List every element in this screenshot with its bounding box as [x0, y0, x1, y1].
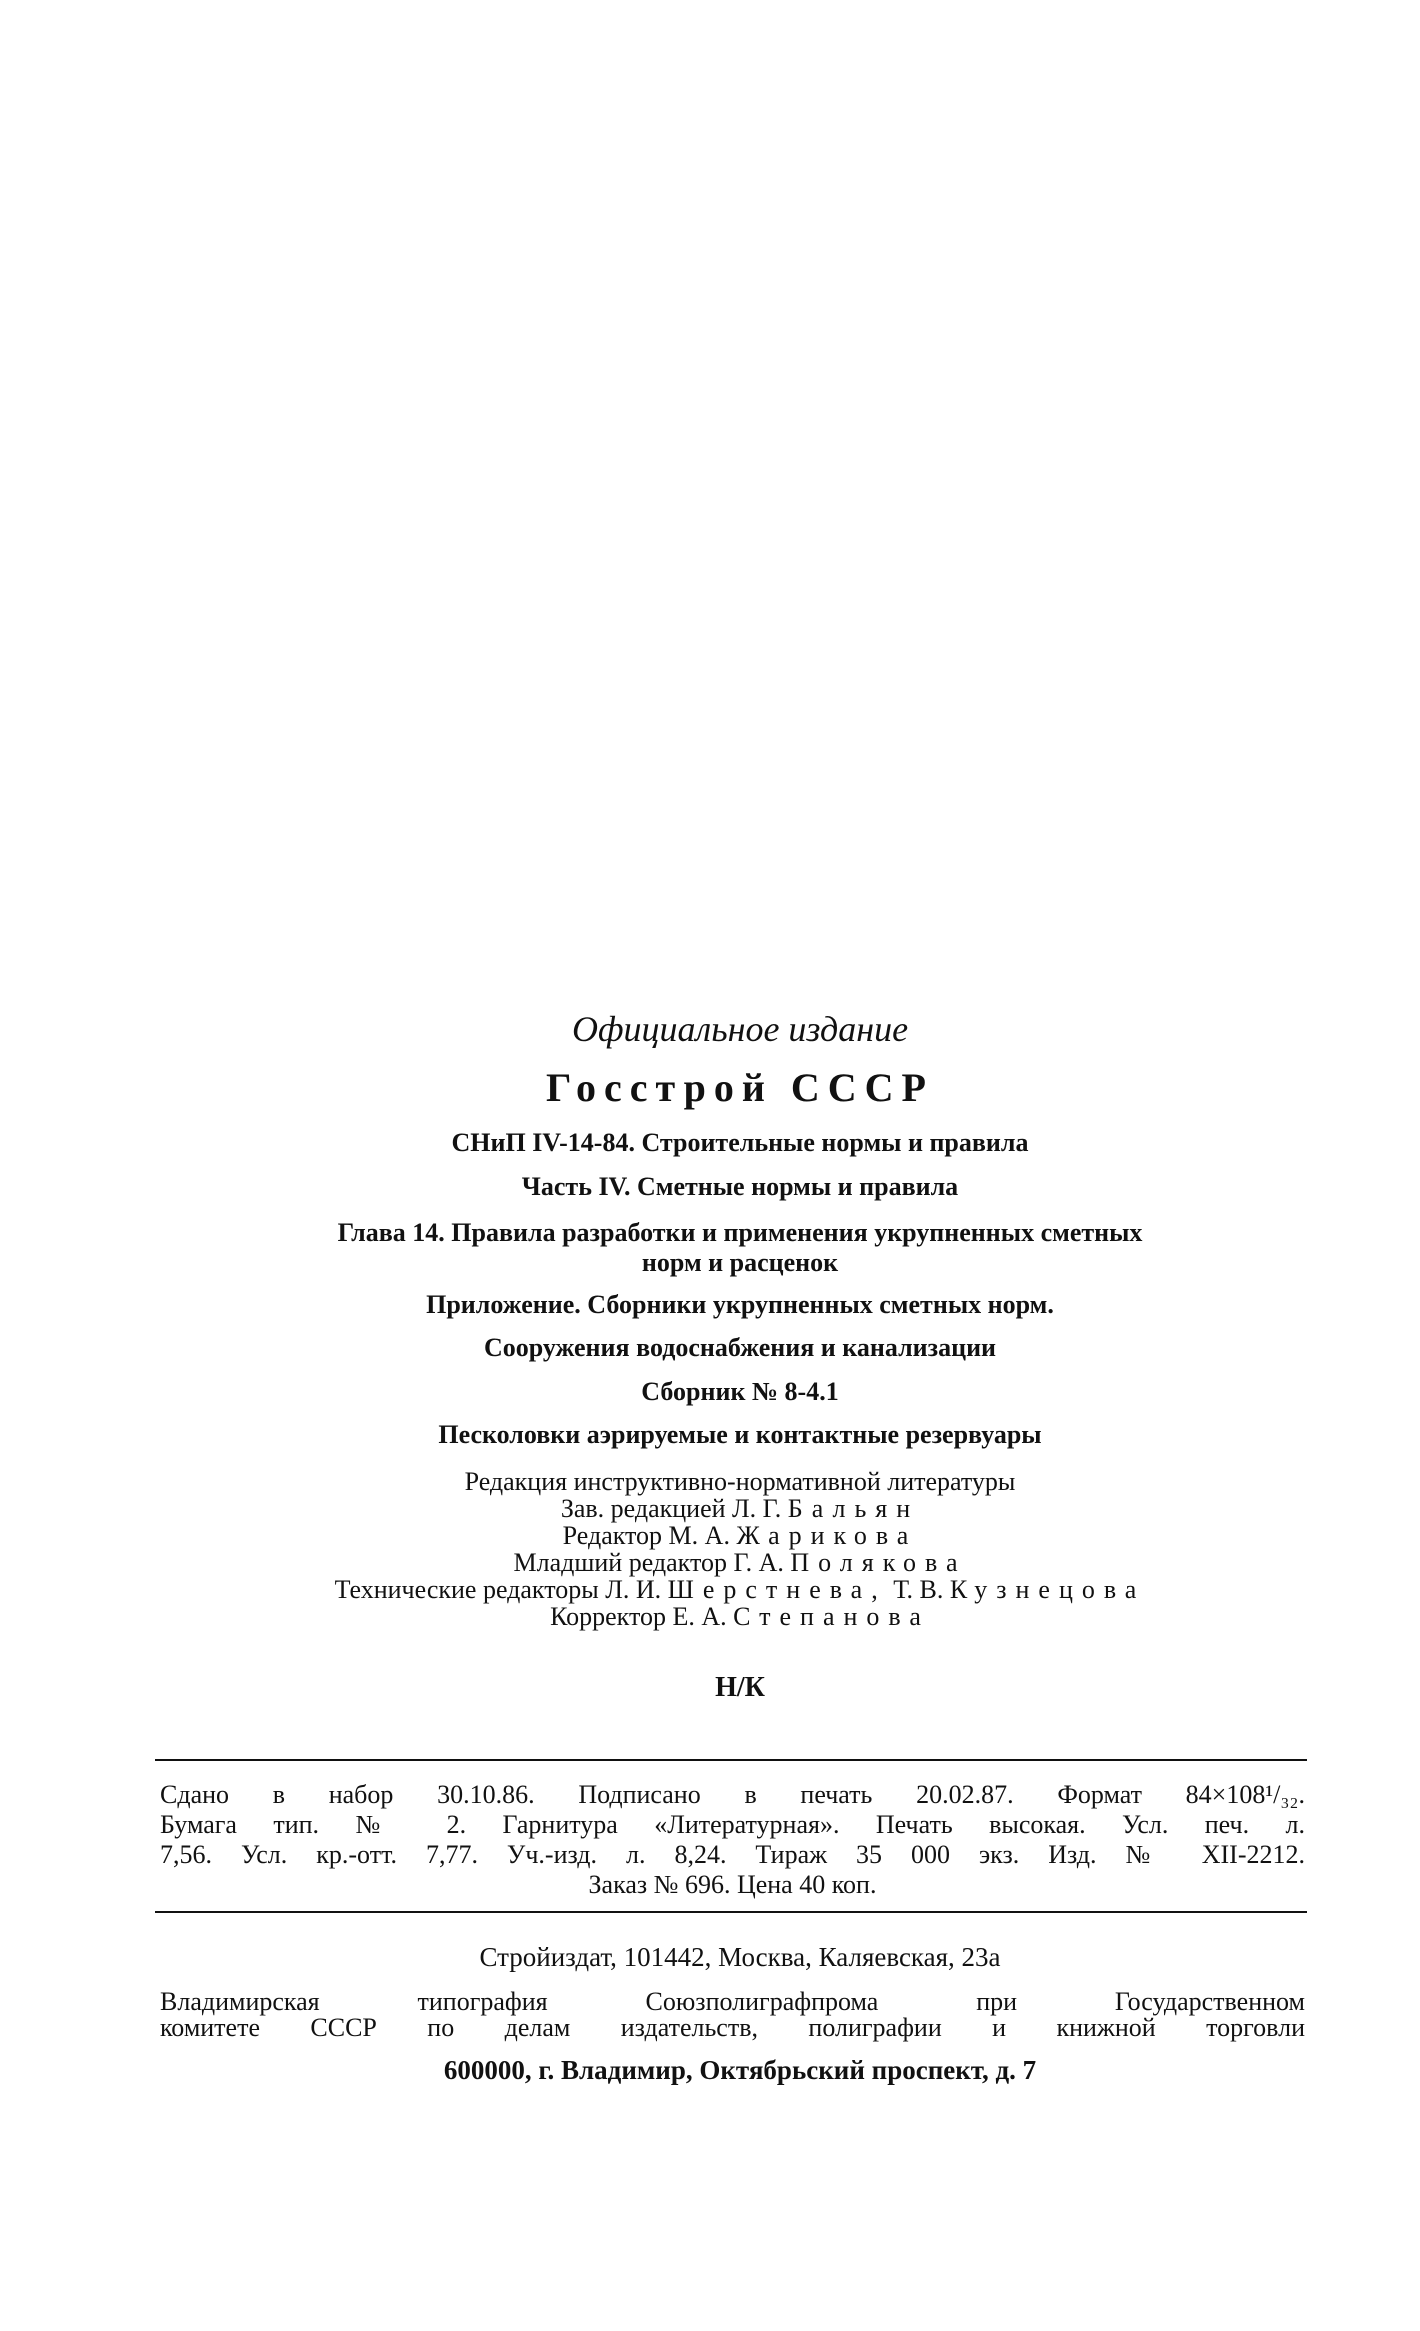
part-title: Часть IV. Сметные нормы и правила — [521, 1172, 959, 1201]
collection-number: Сборник № 8-4.1 — [641, 1377, 839, 1406]
chapter-title — [150, 1218, 1330, 1278]
chapter-title-line2: норм и расценок — [641, 1248, 839, 1277]
printer-address: 600000, г. Владимир, Октябрьский проспект, д. 7 — [443, 2055, 1037, 2085]
collection-subject: Песколовки аэрируемые и контактные резервуары — [438, 1420, 1042, 1449]
imprint-details — [160, 1780, 1305, 1900]
official-edition-label: Официальное издание — [571, 1009, 909, 1049]
nk-mark: Н/К — [715, 1672, 765, 1703]
credits-corrector: Корректор Е. А. Степанова — [550, 1602, 930, 1631]
divider-top — [155, 1759, 1307, 1761]
appendix-title: Приложение. Сборники укрупненных сметных норм. — [426, 1290, 1054, 1319]
printer-line: комитете СССР по делам издательств, полиграфии и книжной торговли — [160, 2013, 1305, 2042]
printer-line: Владимирская типография Союзполиграфпрома при Государственном — [160, 1987, 1305, 2016]
credits-head-editor: Зав. редакцией Л. Г. Бальян — [560, 1494, 920, 1523]
chapter-title-line1: Глава 14. Правила разработки и применения укрупненных сметных — [337, 1218, 1143, 1247]
credits-editorial: Редакция инструктивно-нормативной литературы — [464, 1467, 1016, 1496]
credits-tech-editors: Технические редакторы Л. И. Шерстнева, Т. В. Кузнецова — [334, 1575, 1146, 1604]
imprint-line: Сдано в набор 30.10.86. Подписано в печать 20.02.87. Формат 84×108¹/₃₂. — [160, 1780, 1305, 1809]
credits-block — [150, 1468, 1330, 1630]
credits-junior-editor: Младший редактор Г. А. Полякова — [513, 1548, 967, 1577]
publisher-title: Госстрой СССР — [546, 1065, 934, 1110]
imprint-line: Заказ № 696. Цена 40 коп. — [588, 1870, 877, 1899]
printer-info — [160, 1989, 1305, 2041]
imprint-line: Бумага тип. № 2. Гарнитура «Литературная». Печать высокая. Усл. печ. л. — [160, 1810, 1305, 1839]
imprint-line: 7,56. Усл. кр.-отт. 7,77. Уч.-изд. л. 8,24. Тираж 35 000 экз. Изд. № XII-2212. — [160, 1840, 1305, 1869]
publisher-address: Стройиздат, 101442, Москва, Каляевская, 23а — [479, 1942, 1001, 1972]
snip-title: СНиП IV-14-84. Строительные нормы и правила — [451, 1128, 1029, 1157]
divider-bottom — [155, 1911, 1307, 1913]
credits-editor: Редактор М. А. Жарикова — [562, 1521, 918, 1550]
facilities-title: Сооружения водоснабжения и канализации — [483, 1333, 997, 1362]
